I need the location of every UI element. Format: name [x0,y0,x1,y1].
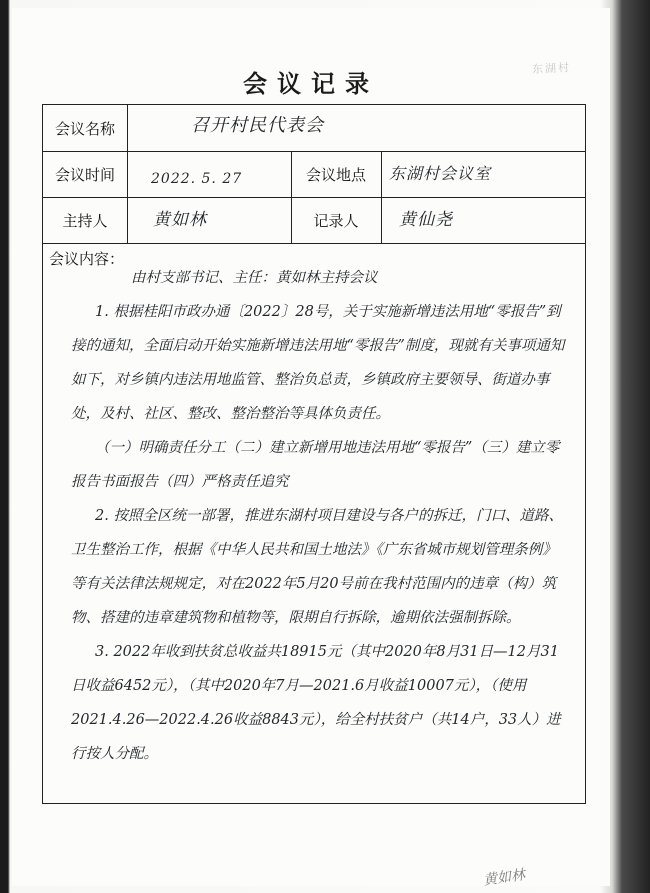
meeting-name-label: 会议名称 [54,120,115,138]
meeting-record-form [42,104,586,889]
host-label: 主持人 [62,212,108,230]
column-divider [381,151,382,243]
content-item-3: 3. 2022年收到扶贫总收益共18915元（其中2020年8月31日—12月31日收益6452元），（其中2020年7月—2021.6月收益10007元），（使用2021.4.26—2022.4.26收益8843元），给全村扶贫户（共14户，33人）进行按人分配。 [71,644,561,762]
meeting-content-label: 会议内容： [49,250,125,268]
recorder-label: 记录人 [313,212,359,230]
content-opening: 由村支部书记、主任：黄如林主持会议 [131,270,378,286]
content-item-1: 1. 根据桂阳市政办通〔2022〕28号，关于实施新增违法用地“零报告”到接的通知，全面启动开始实施新增违法用地“零报告”制度，现就有关事项通知如下，对乡镇内违法用地监管、整治负总责，乡镇政府主要领导、街道办事处，及村、社区、整改、整治整治等具体负责任。 [71,304,565,422]
recorder-value: 黄仙尧 [399,210,453,230]
row-divider [43,243,585,244]
content-item-2: 2. 按照全区统一部署，推进东湖村项目建设与各户的拆迁，门口、道路、卫生整治工作，根据《中华人民共和国土地法》《广东省城市规划管理条例》等有关法律法规规定，对在2022年5月20号前在我村范围内的违章（构）筑物、搭建的违章建筑物和植物等，限期自行拆除，逾期依法强制拆除。 [71,508,563,626]
column-divider [127,105,128,243]
row-divider [43,151,585,152]
meeting-place-label: 会议地点 [305,166,366,184]
handwritten-signature: 黄如林 [482,867,527,889]
document-page [12,8,610,889]
bleed-through-text: 东湖村 [531,60,572,77]
meeting-place-value: 东湖村会议室 [389,164,492,183]
meeting-name-value: 召开村民代表会 [191,115,324,136]
document-title: 会议记录 [243,69,379,98]
row-divider [43,197,585,198]
meeting-time-label: 会议时间 [54,166,115,184]
host-value: 黄如林 [153,210,207,230]
meeting-content-body [71,261,571,771]
content-item-1-sub: （一）明确责任分工（二）建立新增用地违法用地“零报告”（三）建立零报告书面报告（四）严格责任追究 [71,440,560,490]
meeting-time-value: 2022. 5. 27 [151,171,243,187]
